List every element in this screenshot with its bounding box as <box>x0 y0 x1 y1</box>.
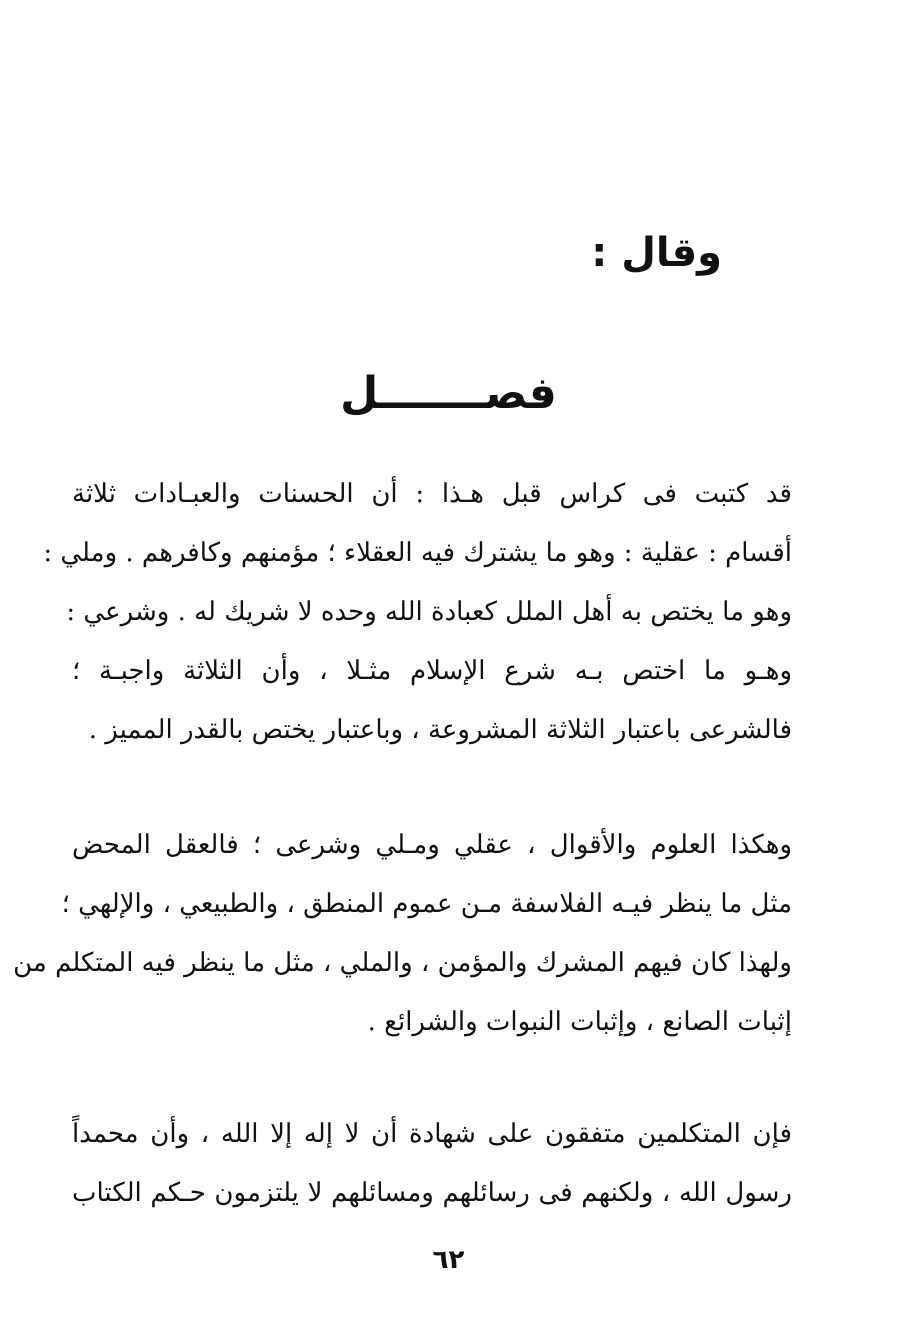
paragraph-line: وهـو ما اختص بـه شرع الإسلام مثـلا ، وأن الثلاثة واجبـة ؛ <box>72 656 792 686</box>
paragraph-line: فإن المتكلمين متفقون على شهادة أن لا إله إلا الله ، وأن محمداً <box>72 1119 792 1149</box>
paragraph-line: وهو ما يختص به أهل الملل كعبادة الله وحده لا شريك له . وشرعي : <box>66 597 792 627</box>
section-title: فصـــــــل <box>340 368 557 419</box>
paragraph-line: ولهذا كان فيهم المشرك والمؤمن ، والملي ، مثل ما ينظر فيه المتكلم من <box>13 948 792 978</box>
paragraph-line: مثل ما ينظر فيـه الفلاسفة مـن عموم المنطق ، والطبيعي ، والإلهي ؛ <box>61 889 792 919</box>
paragraph-line: قد كتبت فى كراس قبل هـذا : أن الحسنات والعبـادات ثلاثة <box>72 479 792 509</box>
paragraph-line: إثبات الصانع ، وإثبات النبوات والشرائع . <box>367 1007 792 1037</box>
paragraph-line: فالشرعى باعتبار الثلاثة المشروعة ، وباعتبار يختص بالقدر المميز . <box>88 715 792 745</box>
paragraph-3 <box>72 1105 792 1223</box>
paragraph-line: وهكذا العلوم والأقوال ، عقلي ومـلي وشرعى ؛ فالعقل المحض <box>72 830 792 860</box>
paragraph-line: رسول الله ، ولكنهم فى رسائلهم ومسائلهم لا يلتزمون حـكم الكتاب <box>72 1178 792 1208</box>
paragraph-line: أقسام : عقلية : وهو ما يشترك فيه العقلاء ؛ مؤمنهم وكافرهم . وملي : <box>43 538 792 568</box>
heading: وقال : <box>591 230 722 276</box>
page-number: ٦٢ <box>432 1245 465 1275</box>
paragraph-1 <box>43 465 792 760</box>
paragraph-2 <box>13 816 792 1052</box>
